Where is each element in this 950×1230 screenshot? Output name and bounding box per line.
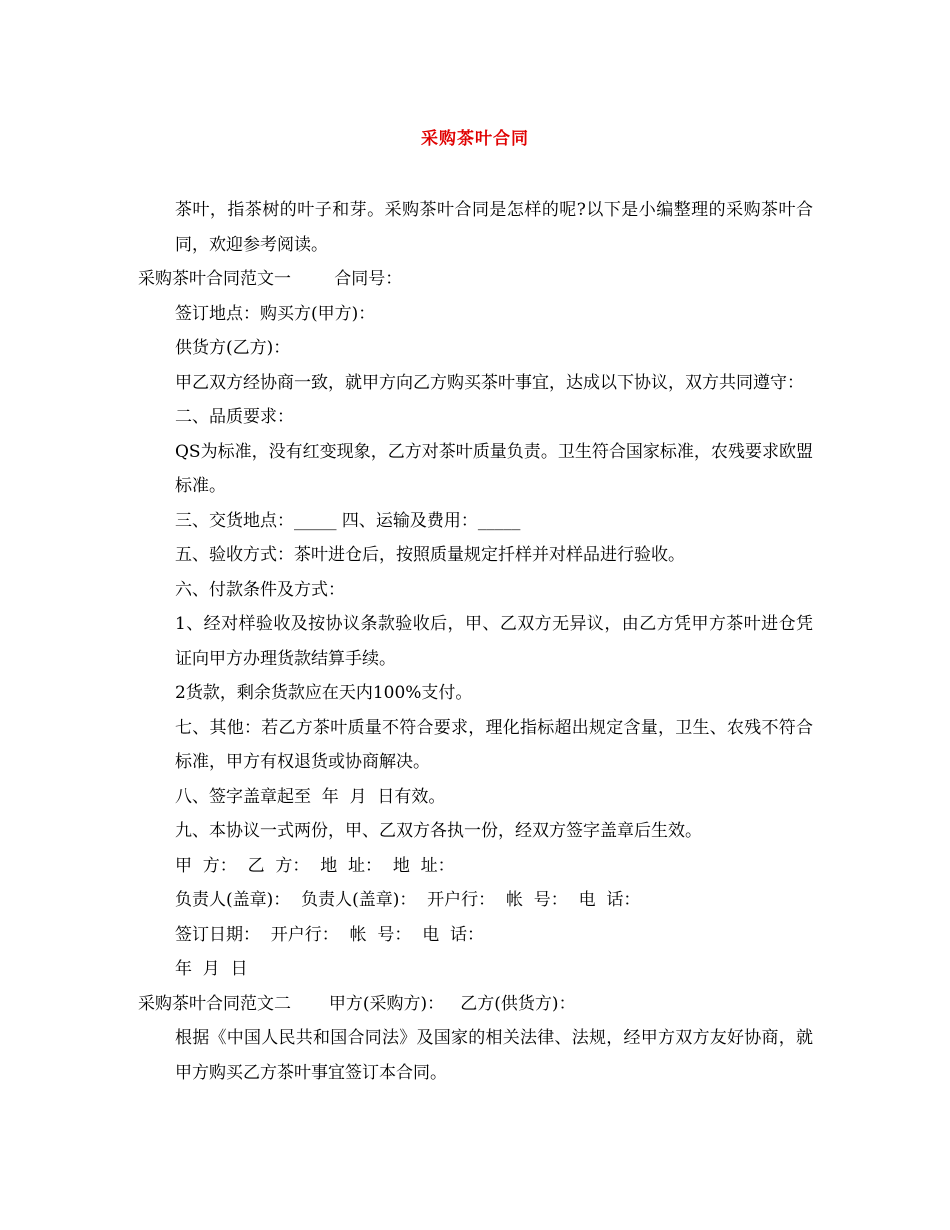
paragraph: 六、付款条件及方式： (175, 579, 345, 600)
paragraph: 九、本协议一式两份，甲、乙双方各执一份，经双方签字盖章后生效。 (175, 821, 702, 841)
paragraph: 二、品质要求： (175, 407, 294, 427)
paragraph: 根据《中国人民共和国合同法》及国家的相关法律、法规，经甲方双方友好协商，就甲方购买乙方茶叶事宜签订本合同。 (175, 1028, 813, 1083)
paragraph: 采购茶叶合同范文一 合同号： (138, 269, 403, 289)
paragraph: 甲 方： 乙 方： 地 址： 地 址： (175, 855, 455, 876)
paragraph: 三、交货地点：_____ 四、运输及费用：_____ (175, 510, 521, 531)
paragraph: QS为标准，没有红变现象，乙方对茶叶质量负责。卫生符合国家标准，农残要求欧盟标准。 (175, 441, 813, 496)
paragraph: 签订日期： 开户行： 帐 号： 电 话： (175, 924, 485, 945)
paragraph: 甲乙双方经协商一致，就甲方向乙方购买茶叶事宜，达成以下协议，双方共同遵守： (175, 372, 804, 393)
paragraph: 签订地点：购买方(甲方)： (175, 303, 376, 324)
paragraph: 1、经对样验收及按协议条款验收后，甲、乙双方无异议，由乙方凭甲方茶叶进仓凭证向甲方办理货款结算手续。 (175, 614, 813, 669)
paragraph: 供货方(乙方)： (175, 338, 291, 358)
paragraph: 年 月 日 (175, 959, 248, 979)
document-title: 采购茶叶合同 (421, 129, 529, 149)
paragraph: 茶叶，指茶树的叶子和芽。采购茶叶合同是怎样的呢?以下是小编整理的采购茶叶合同，欢迎参考阅读。 (175, 200, 813, 255)
document-body (138, 193, 813, 1090)
paragraph: 负责人(盖章)： 负责人(盖章)： 开户行： 帐 号： 电 话： (175, 890, 641, 910)
paragraph: 2货款，剩余货款应在天内100%支付。 (175, 683, 473, 703)
paragraph: 七、其他：若乙方茶叶质量不符合要求，理化指标超出规定含量，卫生、农残不符合标准，甲方有权退货或协商解决。 (175, 717, 813, 772)
paragraph: 五、验收方式：茶叶进仓后，按照质量规定扦样并对样品进行验收。 (175, 545, 685, 565)
paragraph: 八、签字盖章起至 年 月 日有效。 (175, 786, 446, 807)
paragraph: 采购茶叶合同范文二 甲方(采购方)： 乙方(供货方)： (138, 993, 576, 1014)
